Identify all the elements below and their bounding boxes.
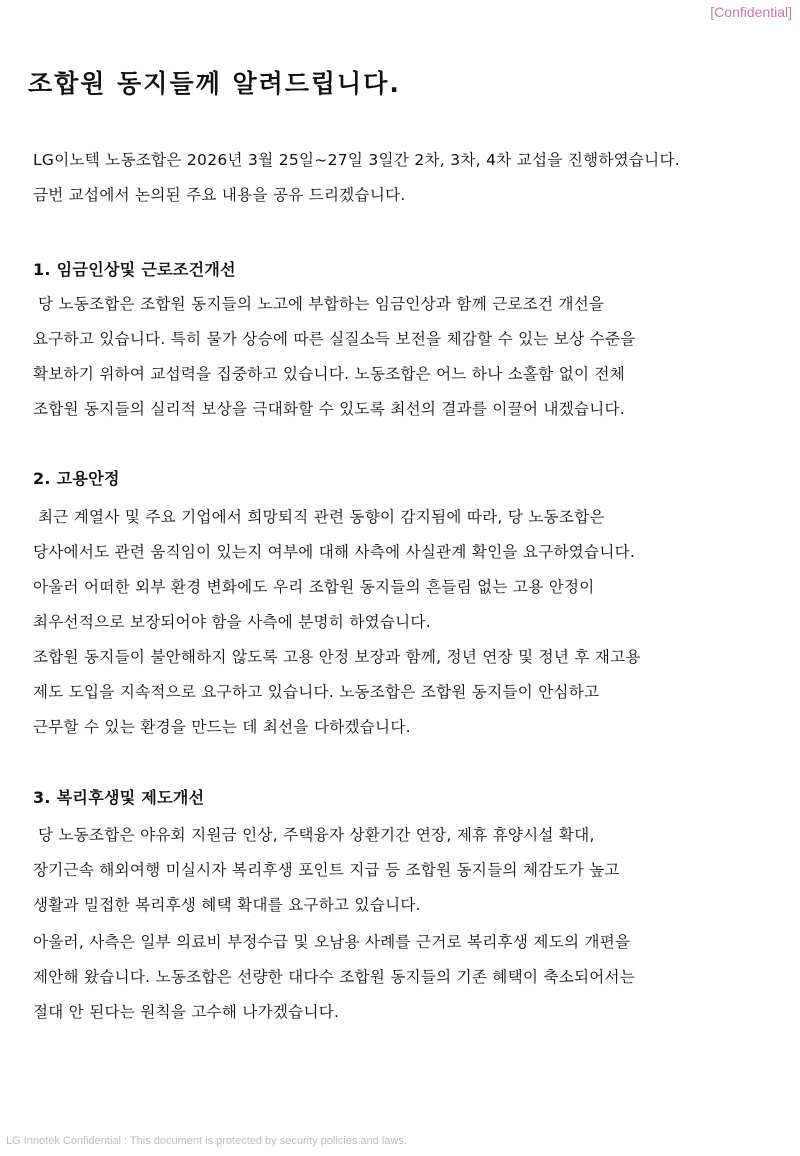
confidential-footer: LG Innotek Confidential : This document is protected by security policies and laws. (6, 1135, 407, 1147)
section-line: 장기근속 해외여행 미실시자 복리후생 포인트 지급 등 조합원 동지들의 체감도가 높고 (33, 861, 620, 879)
section-line: 최근 계열사 및 주요 기업에서 희망퇴직 관련 동향이 감지됨에 따라, 당 노동조합은 (38, 508, 605, 526)
section-heading-welfare: 3. 복리후생및 제도개선 (33, 788, 205, 807)
intro-line: LG이노텍 노동조합은 2026년 3월 25일~27일 3일간 2차, 3차, 4차 교섭을 진행하였습니다. (33, 151, 680, 169)
section-line: 당 노동조합은 야유회 지원금 인상, 주택융자 상환기간 연장, 제휴 휴양시설 확대, (38, 826, 595, 844)
document-title: 조합원 동지들께 알려드립니다. (28, 69, 401, 98)
section-line: 제도 도입을 지속적으로 요구하고 있습니다. 노동조합은 조합원 동지들이 안심하고 (33, 683, 600, 701)
section-line: 제안해 왔습니다. 노동조합은 선량한 대다수 조합원 동지들의 기존 혜택이 축소되어서는 (33, 968, 636, 986)
intro-line: 금번 교섭에서 논의된 주요 내용을 공유 드리겠습니다. (33, 186, 406, 204)
section-line: 확보하기 위하여 교섭력을 집중하고 있습니다. 노동조합은 어느 하나 소홀함 없이 전체 (33, 365, 626, 383)
section-heading-employment: 2. 고용안정 (33, 469, 120, 488)
confidential-tag: [Confidential] (710, 4, 792, 20)
section-line: 최우선적으로 보장되어야 함을 사측에 분명히 하였습니다. (33, 613, 431, 631)
section-line: 당 노동조합은 조합원 동지들의 노고에 부합하는 임금인상과 함께 근로조건 개선을 (38, 295, 605, 313)
section-line: 절대 안 된다는 원칙을 고수해 나가겠습니다. (33, 1003, 340, 1021)
section-line: 근무할 수 있는 환경을 만드는 데 최선을 다하겠습니다. (33, 718, 411, 736)
section-heading-wage: 1. 임금인상및 근로조건개선 (33, 260, 236, 279)
section-line: 조합원 동지들이 불안해하지 않도록 고용 안정 보장과 함께, 정년 연장 및 정년 후 재고용 (33, 648, 641, 666)
section-line: 아울러, 사측은 일부 의료비 부정수급 및 오남용 사례를 근거로 복리후생 제도의 개편을 (33, 933, 631, 951)
section-line: 당사에서도 관련 움직임이 있는지 여부에 대해 사측에 사실관계 확인을 요구하였습니다. (33, 543, 636, 561)
section-line: 생활과 밀접한 복리후생 혜택 확대를 요구하고 있습니다. (33, 896, 421, 914)
section-line: 아울러 어떠한 외부 환경 변화에도 우리 조합원 동지들의 흔들림 없는 고용 안정이 (33, 578, 595, 596)
section-line: 요구하고 있습니다. 특히 물가 상승에 따른 실질소득 보전을 체감할 수 있는 보상 수준을 (33, 330, 636, 348)
section-line: 조합원 동지들의 실리적 보상을 극대화할 수 있도록 최선의 결과를 이끌어 내겠습니다. (33, 400, 626, 418)
